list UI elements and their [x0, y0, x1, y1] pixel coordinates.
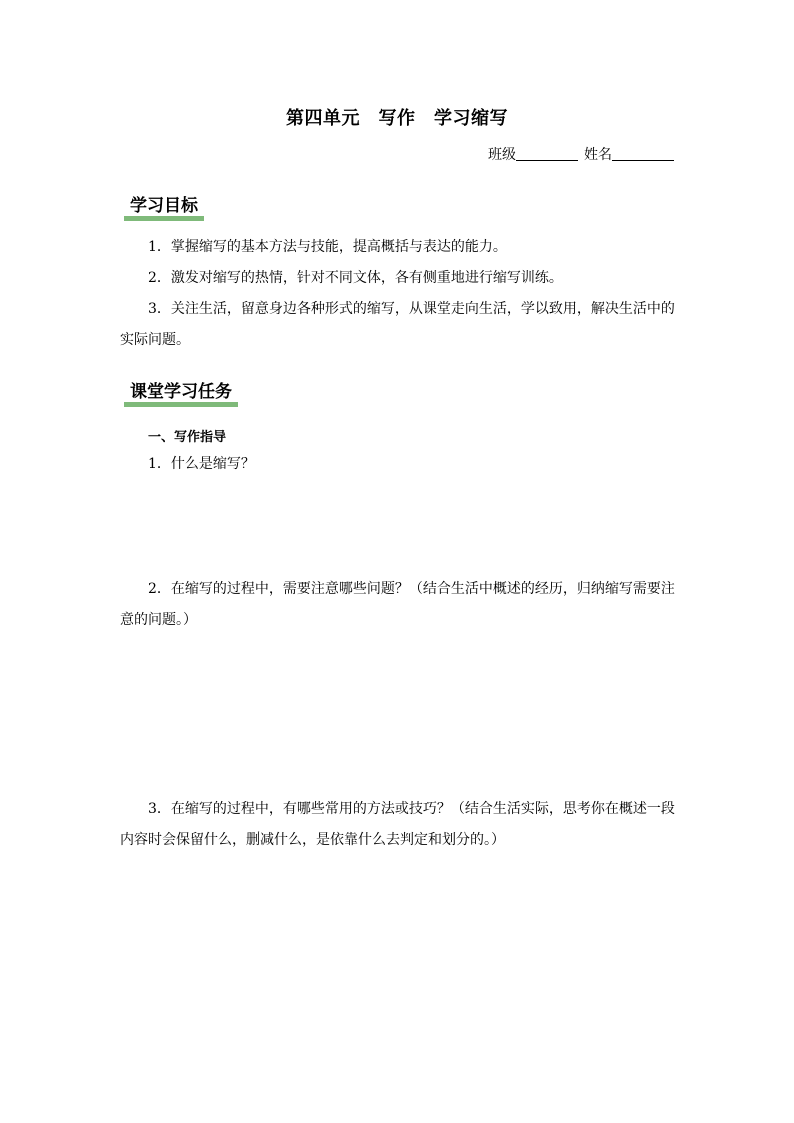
section-heading-tasks: 课堂学习任务	[124, 382, 238, 402]
page-title: 第四单元 写作 学习缩写	[286, 108, 508, 129]
class-name-line	[488, 144, 674, 164]
writing-guide-subheading: 一、写作指导	[148, 430, 227, 445]
class-blank[interactable]	[516, 146, 578, 161]
name-blank[interactable]	[612, 146, 674, 161]
name-label: 姓名	[584, 147, 612, 163]
objective-item-2: 2．激发对缩写的热情，针对不同文体，各有侧重地进行缩写训练。	[148, 270, 563, 286]
class-label: 班级	[488, 147, 516, 163]
question-2: 2．在缩写的过程中，需要注意哪些问题？（结合生活中概述的经历，归纳缩写需要注意的问题。）	[120, 581, 675, 628]
section-heading-objectives: 学习目标	[124, 196, 204, 216]
objective-item-3: 3．关注生活，留意身边各种形式的缩写，从课堂走向生活，学以致用，解决生活中的实际问题。	[120, 301, 675, 348]
question-1: 1．什么是缩写？	[148, 456, 255, 472]
question-3: 3．在缩写的过程中，有哪些常用的方法或技巧？（结合生活实际，思考你在概述一段内容时会保留什么，删减什么，是依靠什么去判定和划分的。）	[120, 801, 675, 848]
objective-item-1: 1．掌握缩写的基本方法与技能，提高概括与表达的能力。	[148, 239, 507, 255]
